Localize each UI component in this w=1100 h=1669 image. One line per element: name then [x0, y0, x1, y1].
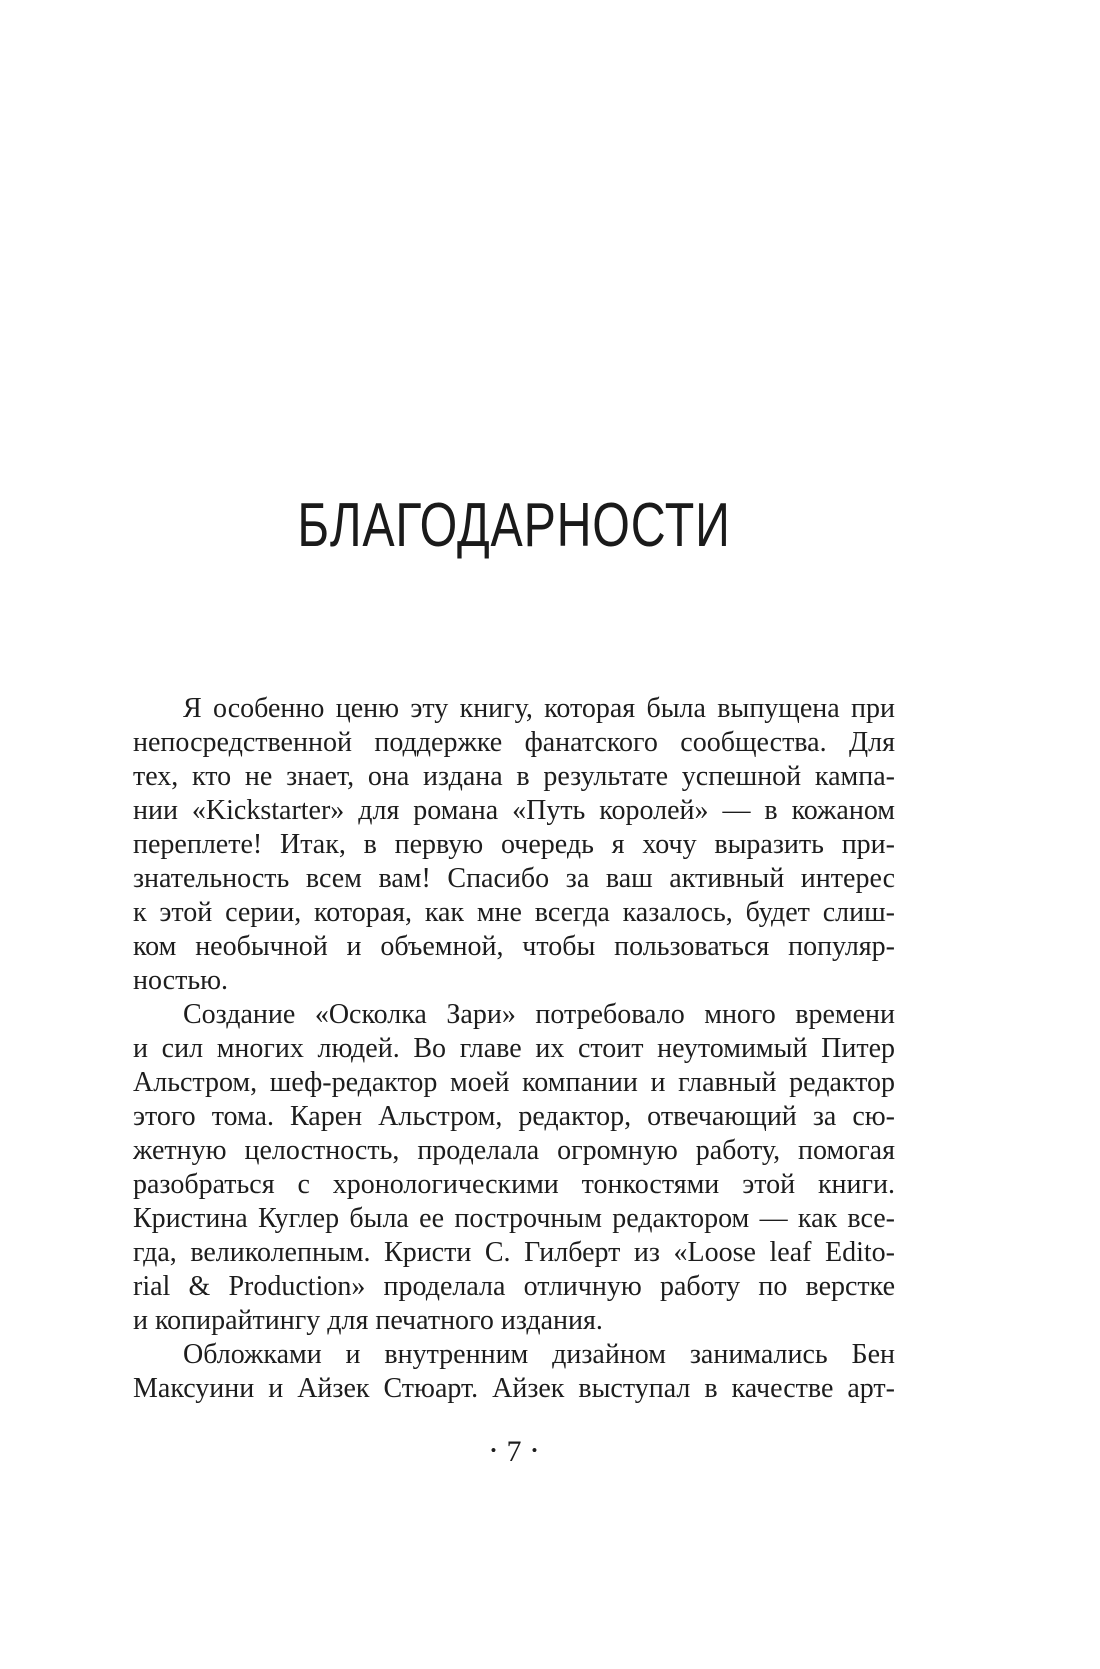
text-line: Обложками и внутренним дизайном занимались Бен	[183, 1339, 895, 1370]
text-line: и копирайтингу для печатного издания.	[133, 1305, 603, 1336]
text-line: Альстром, шеф-редактор моей компании и главный редактор	[133, 1067, 895, 1098]
text-line: Я особенно ценю эту книгу, которая была выпущена при	[183, 693, 895, 724]
text-line: ком необычной и объемной, чтобы пользоваться популяр-	[133, 931, 895, 962]
text-line: этого тома. Карен Альстром, редактор, отвечающий за сю-	[133, 1101, 895, 1132]
text-line: и сил многих людей. Во главе их стоит неутомимый Питер	[133, 1033, 895, 1064]
text-line: Кристина Куглер была ее построчным редактором — как все-	[133, 1203, 895, 1234]
page-footer	[133, 1434, 895, 1469]
text-line: к этой серии, которая, как мне всегда казалось, будет слиш-	[133, 897, 895, 928]
text-line: Максуини и Айзек Стюарт. Айзек выступал в качестве арт-	[133, 1373, 895, 1404]
text-line: жетную целостность, проделала огромную работу, помогая	[133, 1135, 895, 1166]
text-line: разобраться с хронологическими тонкостями этой книги.	[133, 1169, 895, 1200]
text-line: переплете! Итак, в первую очередь я хочу выразить при-	[133, 829, 895, 860]
text-line: Создание «Осколка Зари» потребовало много времени	[183, 999, 895, 1030]
footer-bullet-left: •	[490, 1441, 497, 1460]
text-line: тех, кто не знает, она издана в результате успешной кампа-	[133, 761, 895, 792]
text-line: непосредственной поддержке фанатского сообщества. Для	[133, 727, 895, 758]
page-title: БЛАГОДАРНОСТИ	[297, 491, 731, 560]
page-number: 7	[506, 1435, 522, 1468]
text-line: ностью.	[133, 965, 229, 996]
text-line: rial & Production» проделала отличную работу по верстке	[133, 1271, 895, 1302]
text-line: нии «Kickstarter» для романа «Путь королей» — в кожаном	[133, 795, 895, 826]
text-line: знательность всем вам! Спасибо за ваш активный интерес	[133, 863, 895, 894]
footer-bullet-right: •	[531, 1441, 538, 1460]
body-text	[133, 692, 895, 1406]
text-line: гда, великолепным. Кристи С. Гилберт из «Loose leaf Edito-	[133, 1237, 895, 1268]
